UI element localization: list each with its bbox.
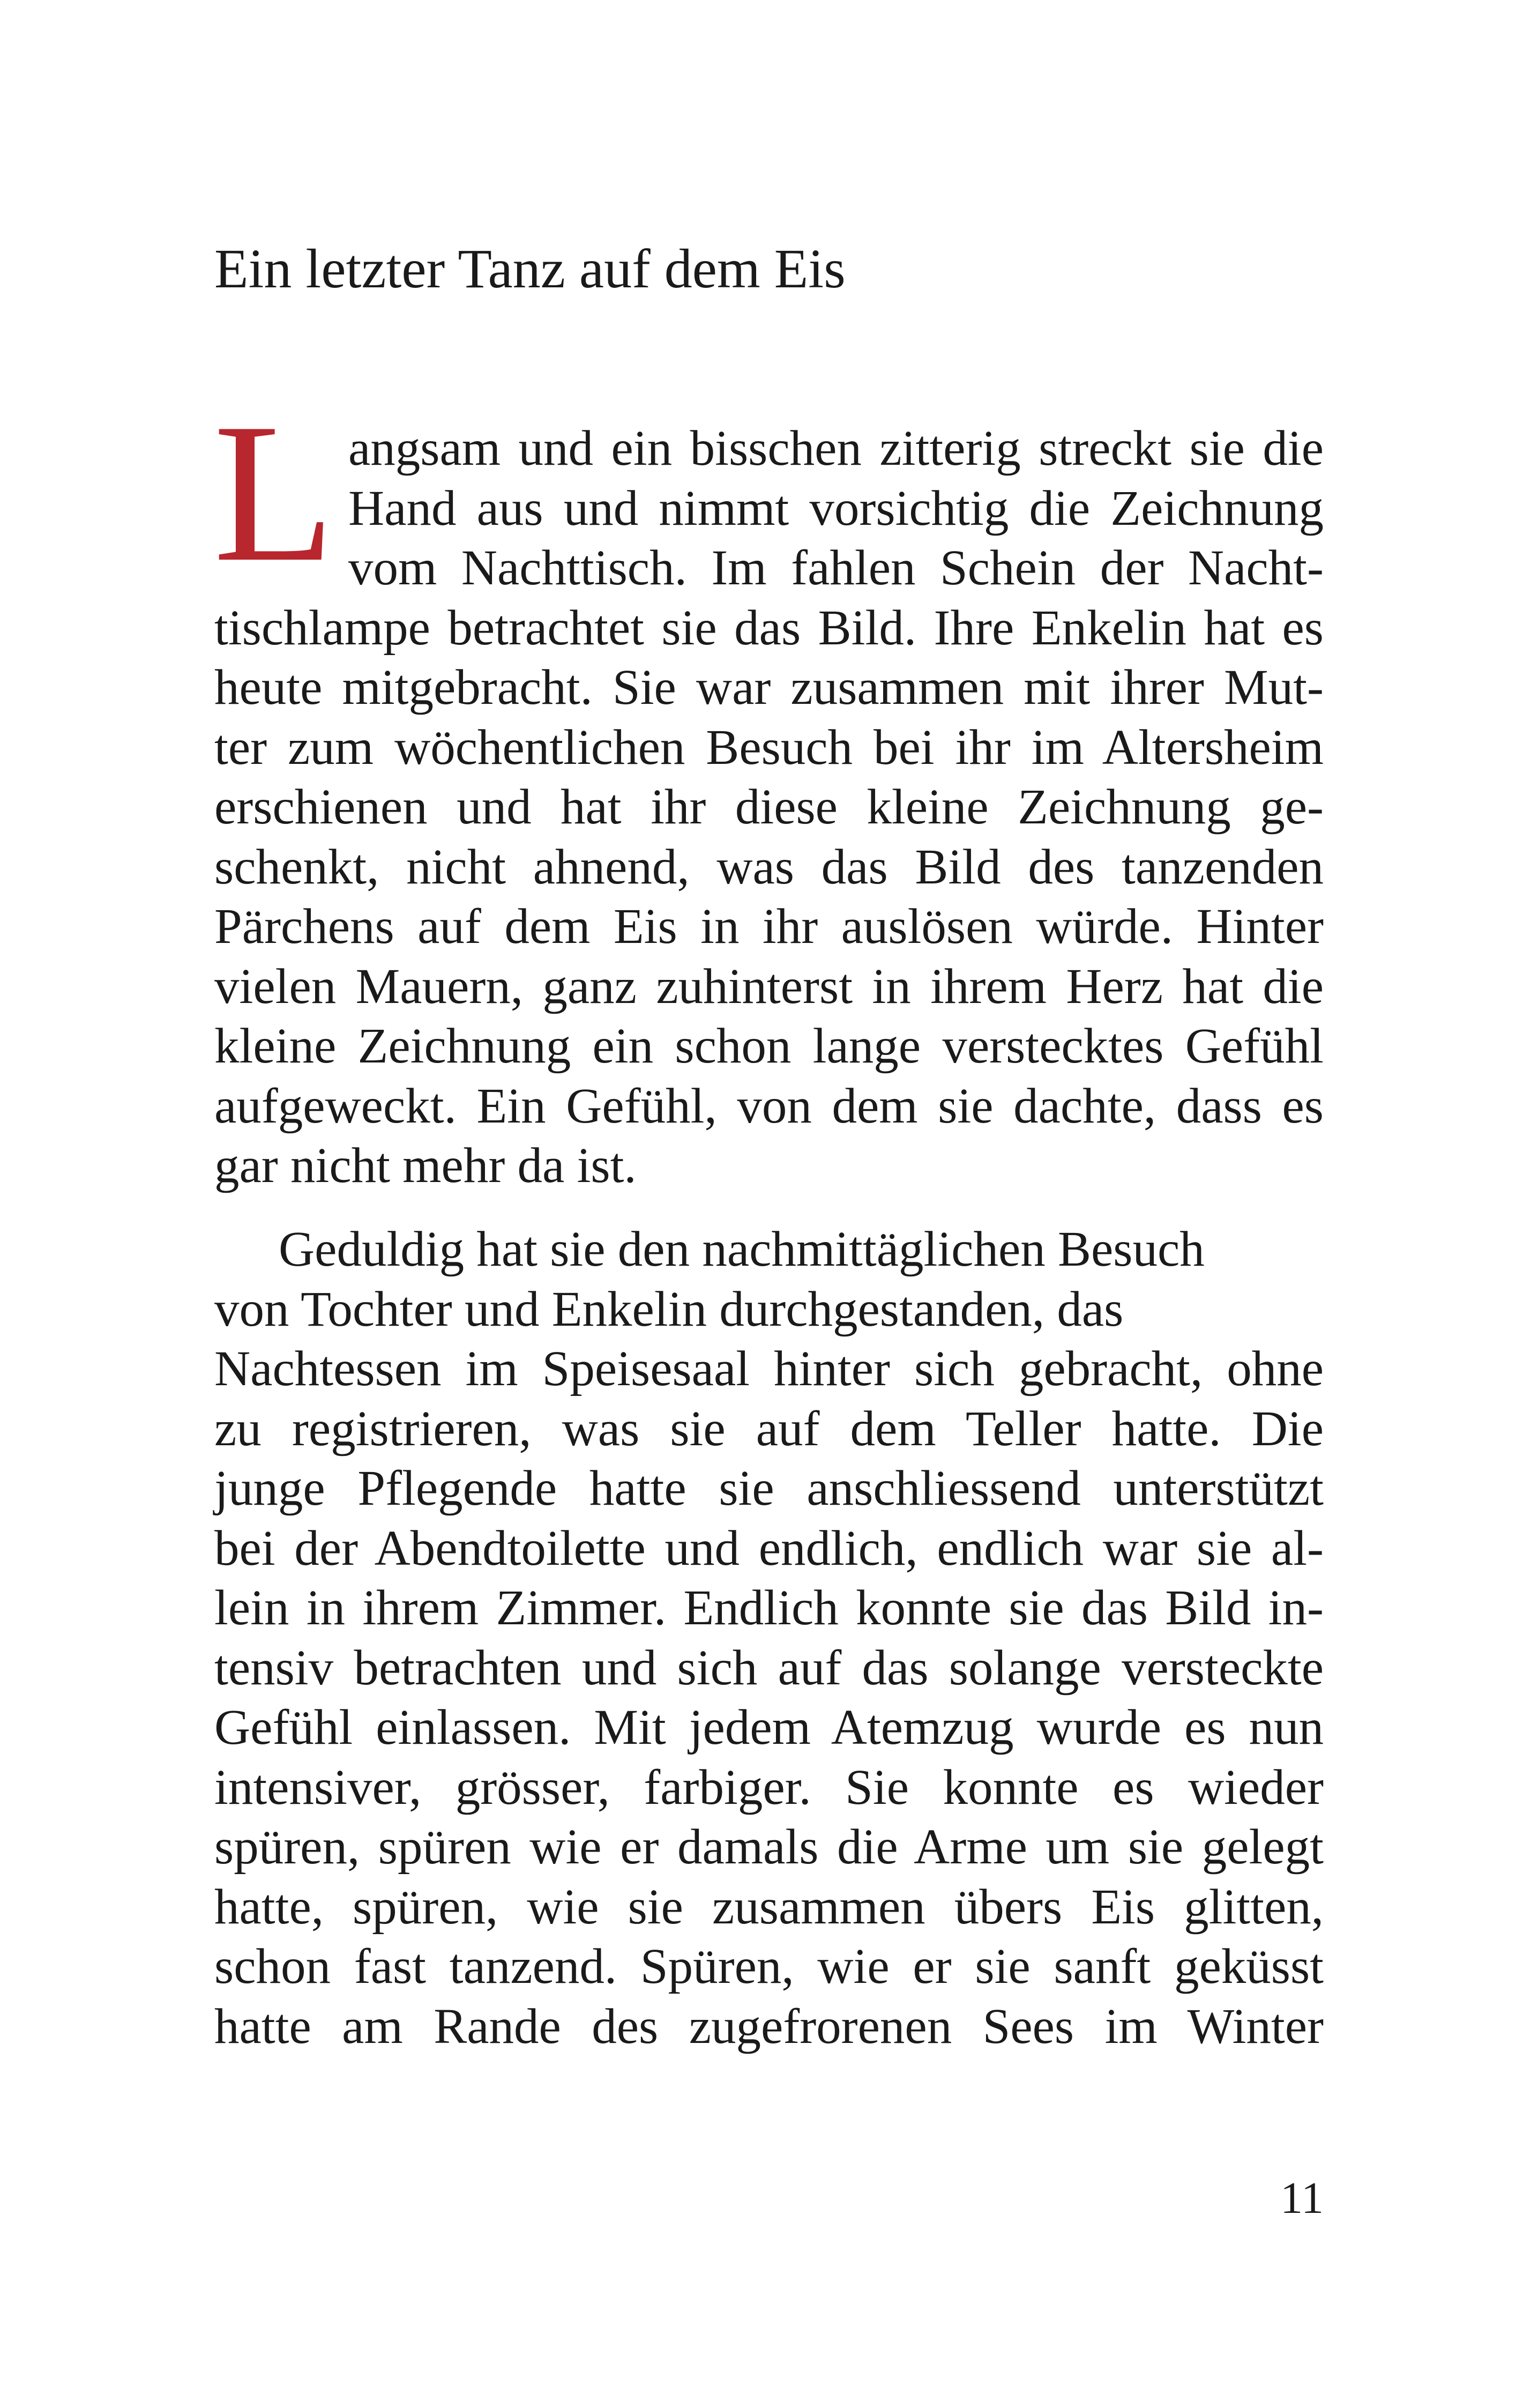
paragraph-2 [214,1220,1324,2056]
text-line: aufgeweckt. Ein Gefühl, von dem sie dachte, dass es [214,1078,1324,1134]
text-line: schon fast tanzend. Spüren, wie er sie sanft geküsst [214,1939,1324,1994]
text-line: gar nicht mehr da ist. [214,1138,637,1193]
text-line: von Tochter und Enkelin durchgestanden, das [214,1281,1124,1337]
text-line: bei der Abendtoilette und endlich, endlich war sie al- [214,1520,1324,1576]
text-line: erschienen und hat ihr diese kleine Zeichnung ge- [214,779,1324,835]
text-line: spüren, spüren wie er damals die Arme um sie gelegt [214,1819,1324,1875]
paragraph-1 [214,419,1324,1196]
text-line: tensiv betrachten und sich auf das solange versteckte [214,1640,1324,1696]
text-line: tischlampe betrachtet sie das Bild. Ihre Enkelin hat es [214,600,1324,656]
text-line: vielen Mauern, ganz zuhinterst in ihrem Herz hat die [214,958,1324,1014]
text-line: zu registrieren, was sie auf dem Teller hatte. Die [214,1401,1324,1456]
text-line: Hand aus und nimmt vorsichtig die Zeichnung [348,480,1324,536]
text-line: junge Pflegende hatte sie anschliessend unterstützt [214,1461,1324,1516]
text-line: Nachtessen im Speisesaal hinter sich gebracht, ohne [214,1341,1324,1396]
text-line: hatte, spüren, wie sie zusammen übers Eis glitten, [214,1879,1324,1935]
text-line: Geduldig hat sie den nachmittäglichen Besuch [279,1222,1205,1277]
text-line: angsam und ein bisschen zitterig streckt sie die [348,421,1324,476]
text-line: ter zum wöchentlichen Besuch bei ihr im Altersheim [214,719,1324,775]
drop-cap: L [213,383,335,603]
text-line: lein in ihrem Zimmer. Endlich konnte sie das Bild in- [214,1580,1324,1636]
text-line: heute mitgebracht. Sie war zusammen mit ihrer Mut- [214,660,1324,715]
text-line: Pärchens auf dem Eis in ihr auslösen würde. Hinter [214,899,1324,954]
text-line: intensiver, grösser, farbiger. Sie konnte es wieder [214,1759,1324,1815]
text-line: vom Nachttisch. Im fahlen Schein der Nacht- [348,540,1324,596]
text-line: Gefühl einlassen. Mit jedem Atemzug wurde es nun [214,1700,1324,1755]
text-line: kleine Zeichnung ein schon lange verstecktes Gefühl [214,1019,1324,1074]
text-line: schenkt, nicht ahnend, was das Bild des tanzenden [214,839,1324,895]
text-line: hatte am Rande des zugefrorenen Sees im Winter [214,1998,1324,2054]
chapter-title: Ein letzter Tanz auf dem Eis [214,238,846,300]
page-number: 11 [1280,2173,1324,2223]
